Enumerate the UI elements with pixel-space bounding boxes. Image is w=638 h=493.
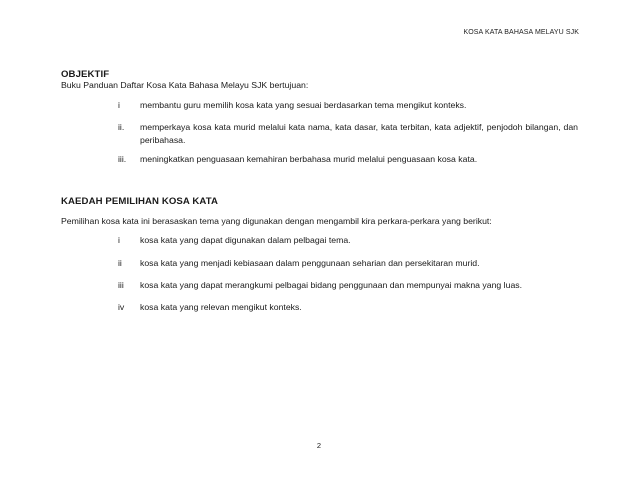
list-item-text: memperkaya kosa kata murid melalui kata nama, kata dasar, kata terbitan, kata adjektif, penjodoh bilangan, dan peribahasa. bbox=[140, 122, 578, 145]
running-header: KOSA KATA BAHASA MELAYU SJK bbox=[463, 29, 579, 36]
list-item-text: meningkatkan penguasaan kemahiran berbahasa murid melalui penguasaan kosa kata. bbox=[140, 154, 478, 164]
list-item-number: iv bbox=[118, 302, 125, 312]
list-item-number: iii bbox=[118, 280, 124, 290]
list-item-number: ii. bbox=[118, 122, 125, 132]
list-item-text: kosa kata yang menjadi kebiasaan dalam penggunaan seharian dan persekitaran murid. bbox=[140, 258, 480, 268]
list-item-number: iii. bbox=[118, 154, 127, 164]
section-intro-kaedah: Pemilihan kosa kata ini berasaskan tema yang digunakan dengan mengambil kira perkara-perkara yang berikut: bbox=[61, 216, 492, 226]
list-item-number: ii bbox=[118, 258, 122, 268]
page-number: 2 bbox=[316, 441, 322, 450]
list-item-text: kosa kata yang dapat merangkumi pelbagai bidang penggunaan dan mempunyai makna yang luas. bbox=[140, 280, 523, 290]
list-item-text: kosa kata yang dapat digunakan dalam pelbagai tema. bbox=[140, 235, 351, 245]
list-item-number: i bbox=[118, 235, 120, 245]
section-heading-kaedah: KAEDAH PEMILIHAN KOSA KATA bbox=[61, 196, 218, 207]
section-intro-objektif: Buku Panduan Daftar Kosa Kata Bahasa Melayu SJK bertujuan: bbox=[61, 80, 309, 90]
list-item-number: i bbox=[118, 100, 120, 110]
section-heading-objektif: OBJEKTIF bbox=[61, 69, 110, 80]
list-item-text: membantu guru memilih kosa kata yang sesuai berdasarkan tema mengikut konteks. bbox=[140, 100, 467, 110]
list-item-text: kosa kata yang relevan mengikut konteks. bbox=[140, 302, 302, 312]
